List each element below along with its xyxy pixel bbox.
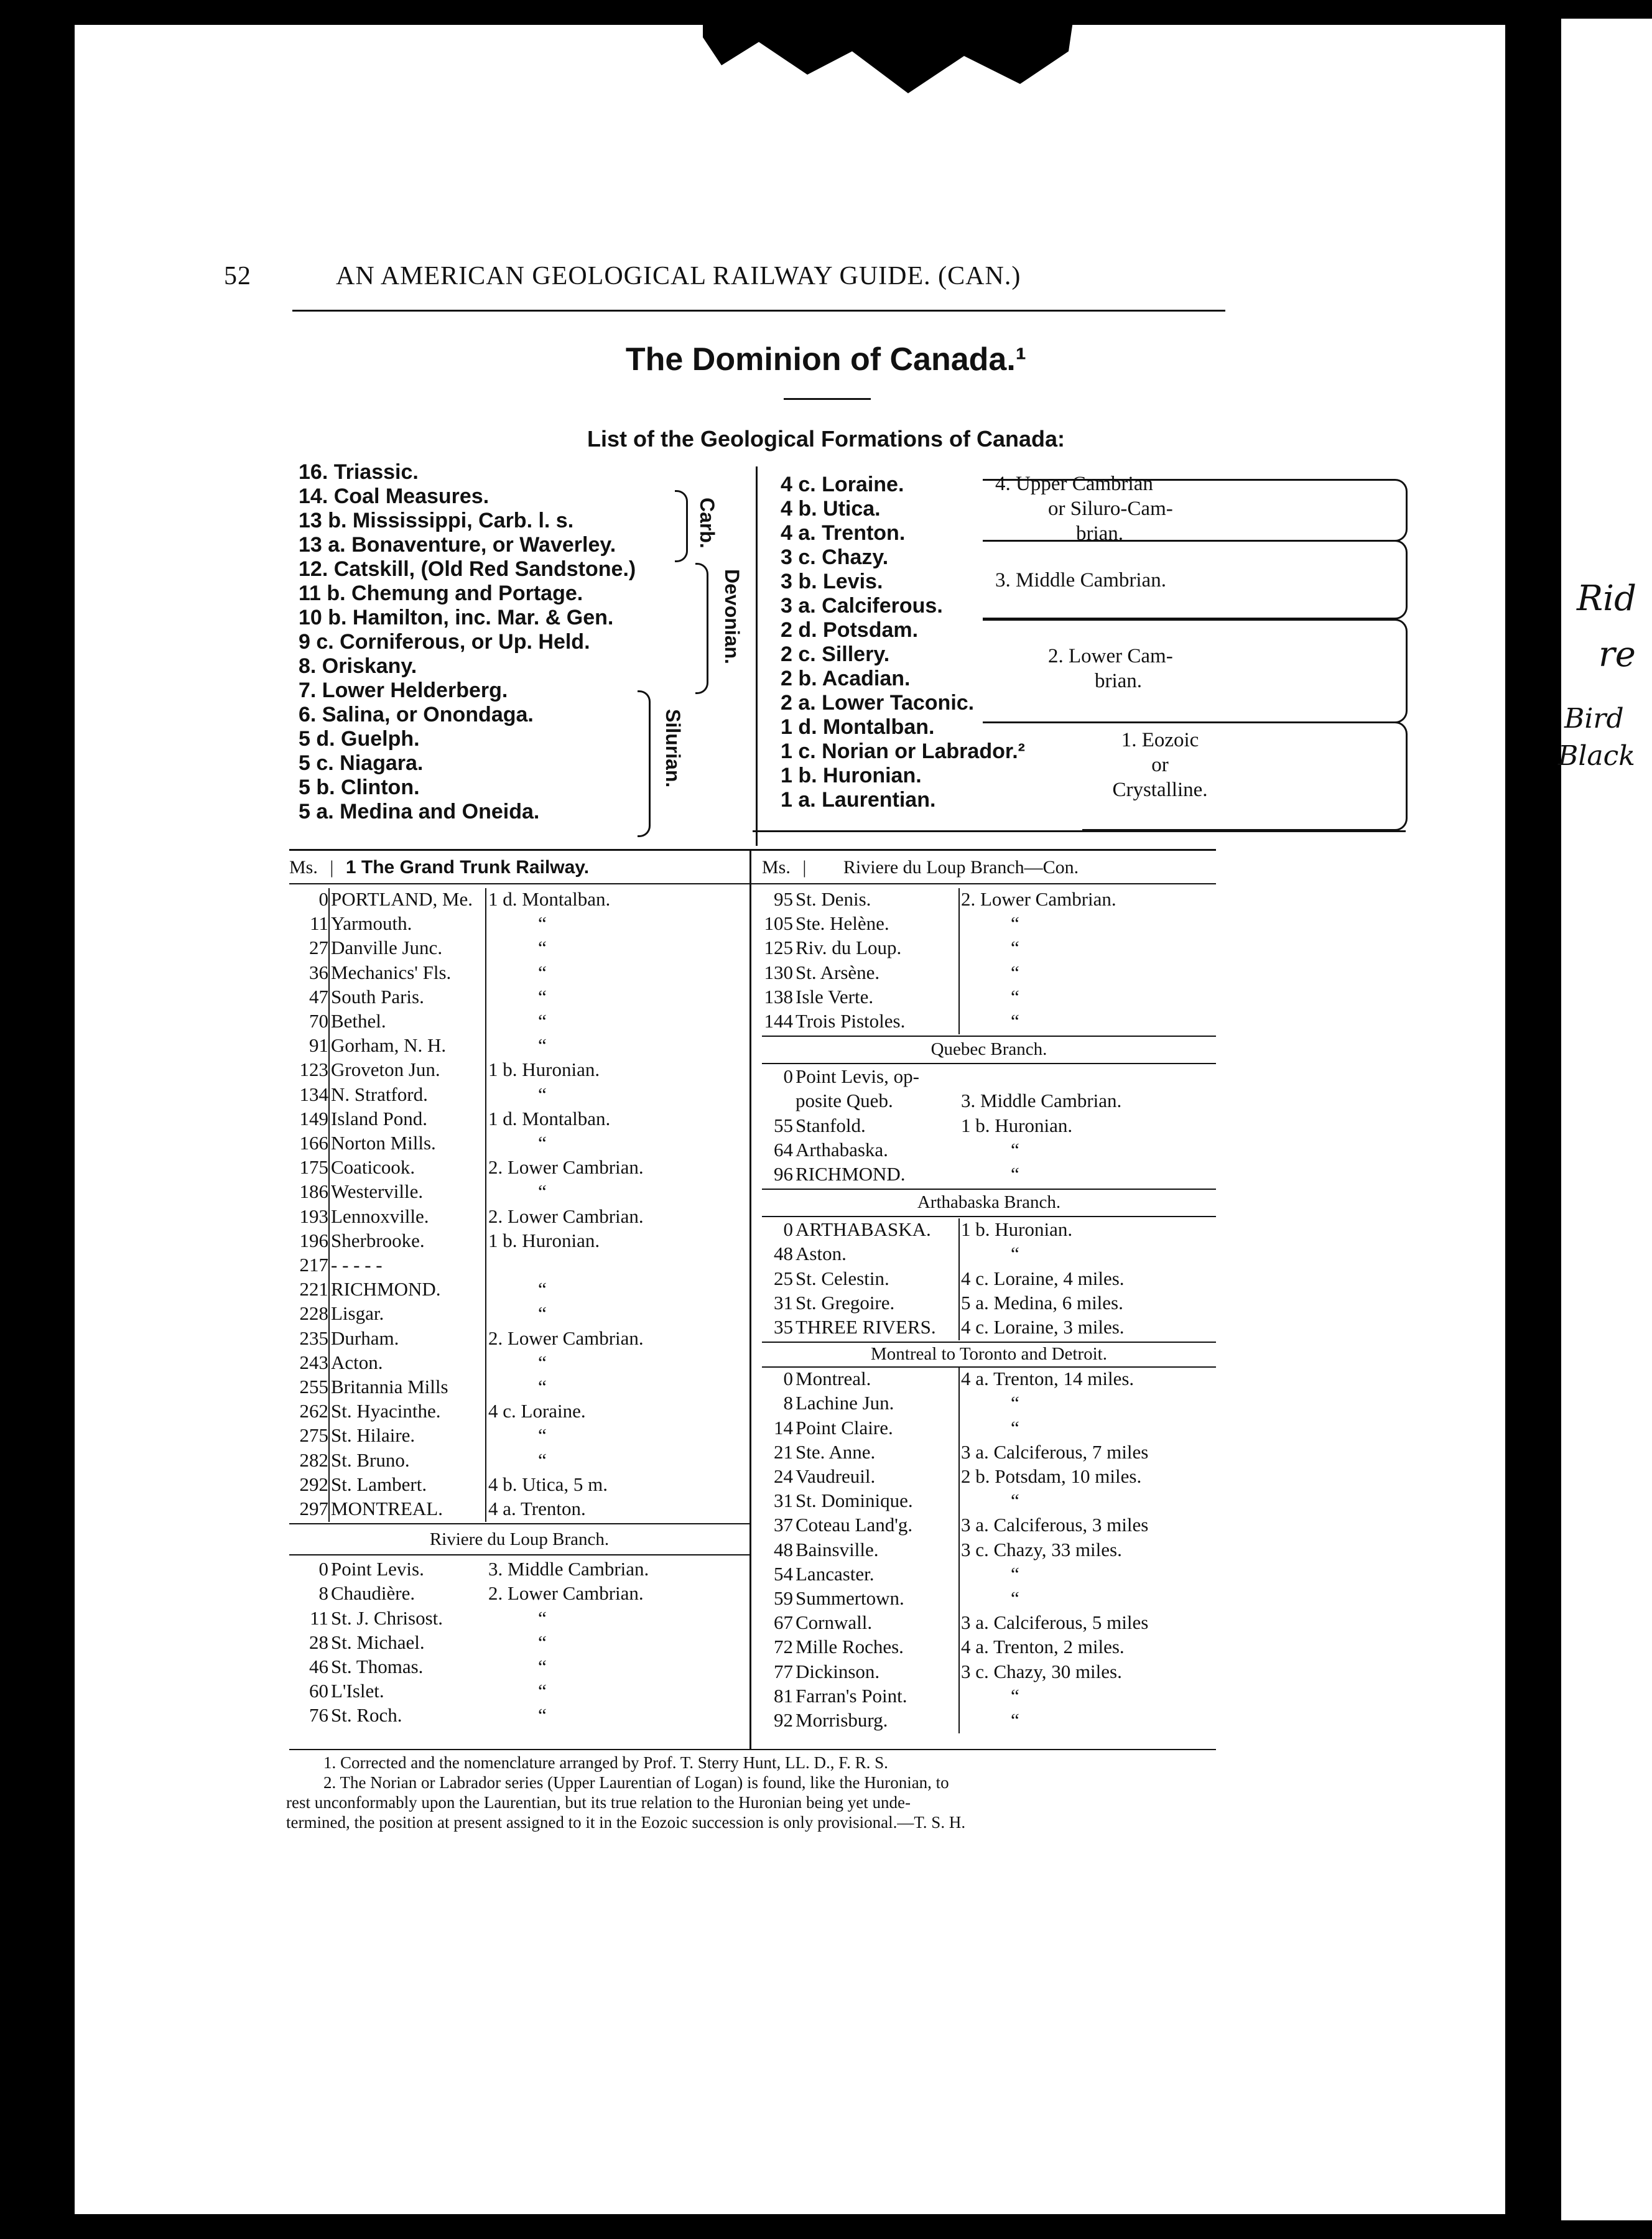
station-name: Britannia Mills	[331, 1376, 448, 1398]
mile-value: 243	[299, 1351, 328, 1373]
mile-value: 8	[318, 1582, 328, 1605]
mile-value: 31	[774, 1490, 793, 1512]
station-name: Farran's Point.	[796, 1684, 907, 1707]
table-top-rule	[289, 849, 1216, 851]
formation-value: “	[1011, 1163, 1019, 1185]
quebec-rule-2	[762, 1063, 1216, 1064]
formation-item: 2 d. Potsdam.	[781, 618, 919, 642]
page-title: The Dominion of Canada.¹	[625, 341, 1027, 378]
station-name: Ste. Anne.	[796, 1440, 876, 1463]
formation-value: “	[1011, 1392, 1019, 1414]
formation-item: 10 b. Hamilton, inc. Mar. & Gen.	[299, 606, 614, 629]
mile-value: 25	[774, 1267, 793, 1289]
formation-value: 1 d. Montalban.	[488, 1107, 611, 1129]
formation-item: 4 b. Utica.	[781, 497, 881, 521]
station-name: Lachine Jun.	[796, 1392, 894, 1414]
mile-value: 292	[299, 1473, 328, 1495]
station-name: Isle Verte.	[796, 985, 874, 1008]
formation-item: 5 c. Niagara.	[299, 751, 424, 775]
station-name: Aston.	[796, 1243, 847, 1265]
formation-value: 4 a. Trenton, 14 miles.	[961, 1368, 1135, 1390]
formation-item: 1 b. Huronian.	[781, 764, 922, 787]
station-name: Cornwall.	[796, 1611, 873, 1634]
mile-value: 138	[764, 985, 793, 1008]
handwriting-4: Black	[1558, 740, 1635, 772]
station-name: Montreal.	[796, 1368, 871, 1390]
station-name: RICHMOND.	[331, 1278, 441, 1300]
formation-value: 4 a. Trenton.	[488, 1498, 586, 1519]
station-name: St. Michael.	[331, 1631, 425, 1653]
station-name: Lancaster.	[796, 1562, 875, 1585]
carb-label: Carb.	[696, 498, 718, 549]
formation-item: 4 a. Trenton.	[781, 521, 906, 545]
formation-item: 6. Salina, or Onondaga.	[299, 703, 534, 726]
formation-item: 2 c. Sillery.	[781, 642, 890, 666]
mile-value: 96	[774, 1163, 793, 1185]
running-title: AN AMERICAN GEOLOGICAL RAILWAY GUIDE. (CAN.)	[336, 262, 1021, 290]
mile-value: 196	[299, 1229, 328, 1251]
mile-value: 297	[299, 1498, 328, 1519]
station-name: Danville Junc.	[331, 937, 443, 959]
mile-value: 81	[774, 1684, 793, 1707]
mile-value: 59	[774, 1587, 793, 1609]
formation-value: “	[538, 1278, 547, 1300]
lower-cambrian-box	[983, 619, 1408, 723]
quebec-branch-title: Quebec Branch.	[930, 1039, 1047, 1060]
formation-value: 3. Middle Cambrian.	[488, 1558, 649, 1580]
station-name: Lisgar.	[331, 1302, 384, 1325]
mile-value: 72	[774, 1636, 793, 1658]
formation-value: “	[1011, 1010, 1019, 1032]
station-name: posite Queb.	[796, 1090, 893, 1112]
station-name: ARTHABASKA.	[796, 1218, 931, 1241]
middle-cambrian-label: 3. Middle Cambrian.	[995, 569, 1166, 591]
formation-value: 3. Middle Cambrian.	[961, 1090, 1122, 1112]
formation-value: “	[538, 1132, 547, 1154]
mile-value: 282	[299, 1449, 328, 1471]
station-name: Acton.	[331, 1351, 383, 1373]
mile-value: 0	[783, 1065, 793, 1088]
formation-value: “	[1011, 961, 1019, 983]
formation-item: 16. Triassic.	[299, 460, 419, 484]
formation-value: 2 b. Potsdam, 10 miles.	[961, 1465, 1142, 1487]
eozoic-label: 1. Eozoic or Crystalline.	[1112, 729, 1208, 801]
formation-value: 1 b. Huronian.	[961, 1114, 1073, 1136]
mile-value: 0	[318, 1558, 328, 1580]
mile-value: 35	[774, 1316, 793, 1338]
station-name: Point Levis.	[331, 1558, 424, 1580]
formation-value: 3 a. Calciferous, 3 miles	[961, 1514, 1149, 1536]
mile-value: 95	[774, 888, 793, 910]
mile-value: 123	[299, 1059, 328, 1081]
right-station-divider-1	[958, 888, 960, 1034]
station-name: Chaudière.	[331, 1582, 415, 1605]
station-name: Lennoxville.	[331, 1205, 429, 1227]
mile-value: 27	[309, 937, 328, 959]
formation-item: 1 a. Laurentian.	[781, 788, 936, 812]
arthabaska-branch-title: Arthabaska Branch.	[917, 1192, 1061, 1213]
mile-value: 8	[783, 1392, 793, 1414]
table-head-rule	[289, 883, 1216, 884]
footnote-2-cont: rest unconformably upon the Laurentian, but its true relation to the Huronian being yet unde-	[286, 1793, 911, 1812]
mile-value: 275	[299, 1424, 328, 1447]
station-name: PORTLAND, Me.	[331, 888, 473, 910]
formation-value: “	[538, 1656, 547, 1677]
formation-item: 2 a. Lower Taconic.	[781, 691, 975, 715]
mile-value: 54	[774, 1562, 793, 1585]
station-name: Stanfold.	[796, 1114, 866, 1136]
formation-value: “	[538, 1680, 547, 1702]
mile-value: 76	[309, 1704, 328, 1727]
station-name: Durham.	[331, 1327, 399, 1349]
mile-value: 11	[310, 912, 328, 935]
mile-value: 130	[764, 961, 793, 983]
mile-value: 166	[299, 1132, 328, 1154]
mile-value: 67	[774, 1611, 793, 1634]
left-branch-title: Riviere du Loup Branch.	[429, 1529, 610, 1550]
formations-left-list	[299, 460, 636, 824]
mile-value: 134	[299, 1083, 328, 1105]
formation-value: 4 c. Loraine, 3 miles.	[961, 1316, 1125, 1338]
formation-value: “	[538, 912, 547, 935]
mile-value: 60	[309, 1680, 328, 1702]
formation-value: “	[538, 961, 547, 983]
station-name: St. Hilaire.	[331, 1424, 415, 1447]
arthabaska-rule	[762, 1189, 1216, 1190]
formations-subtitle: List of the Geological Formations of Canada:	[587, 426, 1065, 452]
formation-item: 11 b. Chemung and Portage.	[299, 582, 583, 605]
formation-value: 3 c. Chazy, 33 miles.	[961, 1538, 1122, 1560]
mile-value: 55	[774, 1114, 793, 1136]
mile-value: 0	[318, 888, 328, 910]
footnote-2: 2. The Norian or Labrador series (Upper Laurentian of Logan) is found, like the Huronian, to	[323, 1773, 949, 1792]
formation-item: 5 a. Medina and Oneida.	[299, 800, 540, 823]
station-name: Summertown.	[796, 1587, 904, 1609]
right-station-divider-2	[958, 1218, 960, 1340]
formation-value: “	[538, 1083, 547, 1105]
left-table-title: 1 The Grand Trunk Railway.	[345, 857, 590, 878]
formation-item: 8. Oriskany.	[299, 654, 417, 678]
station-name: Arthabaska.	[796, 1138, 888, 1161]
footnotes	[286, 1753, 965, 1832]
station-name: Ste. Helène.	[796, 912, 889, 935]
station-name: Island Pond.	[331, 1107, 427, 1129]
lower-cambrian-label: 2. Lower Cam- brian.	[1048, 645, 1173, 692]
formation-value: “	[1011, 1684, 1019, 1707]
mile-value: 0	[783, 1218, 793, 1241]
formation-value: “	[538, 1180, 547, 1203]
station-name: St. Dominique.	[796, 1490, 913, 1512]
formation-value: “	[538, 1010, 547, 1032]
formation-value: “	[1011, 912, 1019, 935]
station-name: St. Lambert.	[331, 1473, 427, 1495]
mile-value: 186	[299, 1180, 328, 1203]
formations-divider	[756, 466, 758, 846]
silurian-label: Silurian.	[662, 709, 684, 788]
station-name: St. Hyacinthe.	[331, 1400, 441, 1422]
formation-item: 5 d. Guelph.	[299, 727, 420, 751]
station-name: Mille Roches.	[796, 1636, 904, 1658]
formation-item: 13 a. Bonaventure, or Waverley.	[299, 533, 616, 557]
formation-value: “	[538, 1376, 547, 1398]
formation-item: 2 b. Acadian.	[781, 667, 911, 690]
formation-value: “	[538, 1606, 547, 1629]
mile-value: 193	[299, 1205, 328, 1227]
formation-value: “	[538, 1449, 547, 1471]
mile-value: 46	[309, 1656, 328, 1677]
mile-value: 24	[774, 1465, 793, 1487]
formation-value: “	[538, 1424, 547, 1447]
station-name: St. J. Chrisost.	[331, 1606, 443, 1629]
right-station-divider-3	[958, 1368, 960, 1733]
handwriting-1: Rid	[1577, 578, 1636, 619]
formation-item: 9 c. Corniferous, or Up. Held.	[299, 630, 590, 654]
formation-value: “	[1011, 1587, 1019, 1609]
station-name: Trois Pistoles.	[796, 1010, 906, 1032]
mile-value: 262	[299, 1400, 328, 1422]
station-name: Point Claire.	[796, 1416, 893, 1439]
devonian-brace	[695, 563, 708, 694]
mile-value: 228	[299, 1302, 328, 1325]
mile-value: 64	[774, 1138, 793, 1161]
right-table-title: Riviere du Loup Branch—Con.	[843, 857, 1079, 878]
mile-value: 91	[309, 1034, 328, 1057]
station-name: Coteau Land'g.	[796, 1514, 913, 1536]
station-name: Riv. du Loup.	[796, 937, 902, 959]
station-name: Gorham, N. H.	[331, 1034, 447, 1057]
mile-value: 48	[774, 1538, 793, 1560]
station-name: Bainsville.	[796, 1538, 879, 1560]
mile-value: 217	[299, 1254, 328, 1276]
mile-value: 28	[309, 1631, 328, 1653]
formation-value: “	[538, 985, 547, 1008]
right-table-head: Ms. | Riviere du Loup Branch—Con.	[762, 857, 1079, 878]
mile-value: 235	[299, 1327, 328, 1349]
station-name: Bethel.	[331, 1010, 386, 1032]
station-name: Norton Mills.	[331, 1132, 436, 1154]
formation-value: “	[1011, 1709, 1019, 1731]
formation-value: “	[538, 1351, 547, 1373]
station-name: MONTREAL.	[331, 1498, 443, 1519]
formation-value: 2. Lower Cambrian.	[488, 1327, 644, 1349]
formation-value: 2. Lower Cambrian.	[961, 888, 1116, 910]
station-name: Mechanics' Fls.	[331, 961, 452, 983]
station-name: South Paris.	[331, 985, 424, 1008]
mile-value: 105	[764, 912, 793, 935]
mile-value: 125	[764, 937, 793, 959]
mile-value: 70	[309, 1010, 328, 1032]
formation-value: “	[1011, 985, 1019, 1008]
formation-item: 3 a. Calciferous.	[781, 594, 943, 618]
formation-value: 5 a. Medina, 6 miles.	[961, 1291, 1123, 1314]
station-name: St. Roch.	[331, 1704, 402, 1727]
station-name: St. Gregoire.	[796, 1291, 895, 1314]
station-name: St. Arsène.	[796, 961, 880, 983]
arthabaska-rule-2	[762, 1216, 1216, 1217]
mile-value: 21	[774, 1440, 793, 1463]
left-station-divider	[328, 888, 330, 1522]
formation-item: 7. Lower Helderberg.	[299, 679, 508, 702]
formation-value: 4 c. Loraine.	[488, 1400, 586, 1422]
mile-value: 36	[309, 961, 328, 983]
station-name: Groveton Jun.	[331, 1059, 440, 1081]
station-name: Westerville.	[331, 1180, 424, 1203]
formation-value: 4 b. Utica, 5 m.	[488, 1473, 608, 1495]
mile-value: 14	[774, 1416, 793, 1439]
formation-item: 5 b. Clinton.	[299, 776, 420, 799]
formation-value: 4 a. Trenton, 2 miles.	[961, 1636, 1125, 1658]
quebec-rule	[762, 1036, 1216, 1037]
station-name: - - - - -	[331, 1254, 383, 1276]
formation-value: “	[1011, 937, 1019, 959]
formation-item: 3 b. Levis.	[781, 570, 883, 593]
station-name: Sherbrooke.	[331, 1229, 425, 1251]
handwriting-2: re	[1599, 634, 1636, 675]
mile-value: 92	[774, 1709, 793, 1731]
left-formation-divider	[485, 888, 486, 1522]
mile-value: 77	[774, 1660, 793, 1682]
station-name: Yarmouth.	[331, 912, 412, 935]
formation-value: “	[538, 937, 547, 959]
mile-value: 48	[774, 1243, 793, 1265]
station-name: Coaticook.	[331, 1156, 415, 1179]
formation-item: 4 c. Loraine.	[781, 473, 904, 496]
station-name: Point Levis, op-	[796, 1065, 919, 1088]
formation-value: “	[1011, 1416, 1019, 1439]
handwriting-3: Bird	[1564, 703, 1624, 735]
station-name: Dickinson.	[796, 1660, 880, 1682]
formation-value: 1 d. Montalban.	[488, 888, 611, 910]
formation-value: 1 b. Huronian.	[961, 1218, 1073, 1241]
station-name: N. Stratford.	[331, 1083, 428, 1105]
footnote-1: 1. Corrected and the nomenclature arranged by Prof. T. Sterry Hunt, LL. D., F. R. S.	[323, 1753, 888, 1772]
formation-value: “	[1011, 1490, 1019, 1512]
footnote-2-end: termined, the position at present assigned to it in the Eozoic succession is only provisional.—T. S. H.	[286, 1813, 966, 1832]
left-branch-rule	[289, 1523, 749, 1524]
formation-value: 1 b. Huronian.	[488, 1059, 600, 1081]
silurian-brace	[638, 690, 651, 837]
mile-value: 0	[783, 1368, 793, 1390]
station-name: L'Islet.	[331, 1680, 384, 1702]
mile-value: 37	[774, 1514, 793, 1536]
mile-value: 47	[309, 985, 328, 1008]
montreal-rule	[762, 1342, 1216, 1343]
formation-item: 12. Catskill, (Old Red Sandstone.)	[299, 557, 636, 581]
formation-value: 4 c. Loraine, 4 miles.	[961, 1267, 1125, 1289]
formation-item: 13 b. Mississippi, Carb. l. s.	[299, 509, 574, 532]
formation-value: “	[538, 1302, 547, 1325]
page-number: 52	[224, 262, 251, 290]
montreal-branch-title: Montreal to Toronto and Detroit.	[870, 1344, 1107, 1365]
formation-value: 3 a. Calciferous, 7 miles	[961, 1440, 1149, 1463]
left-ms-label: Ms.	[289, 857, 318, 878]
formation-value: 3 c. Chazy, 30 miles.	[961, 1660, 1122, 1682]
right-ms-label: Ms.	[762, 857, 791, 878]
mile-value: 31	[774, 1291, 793, 1314]
formation-value: “	[538, 1631, 547, 1653]
title-rule	[784, 398, 871, 400]
left-table-head: Ms. | 1 The Grand Trunk Railway.	[289, 857, 590, 878]
station-name: St. Bruno.	[331, 1449, 410, 1471]
upper-cambrian-label: 4. Upper Cambrian or Siluro-Cam- brian.	[995, 473, 1173, 545]
mile-value: 221	[299, 1278, 328, 1300]
formation-item: 3 c. Chazy.	[781, 545, 889, 569]
carb-brace	[675, 490, 688, 562]
footnote-rule	[289, 1749, 1216, 1750]
formation-value: 3 a. Calciferous, 5 miles	[961, 1611, 1149, 1634]
station-name: St. Celestin.	[796, 1267, 889, 1289]
formation-value: 2. Lower Cambrian.	[488, 1156, 644, 1179]
formation-value: “	[538, 1034, 547, 1057]
formation-value: “	[1011, 1562, 1019, 1585]
formation-item: 1 c. Norian or Labrador.²	[781, 739, 1025, 763]
devonian-label: Devonian.	[721, 569, 743, 664]
mile-value: 11	[310, 1606, 328, 1629]
formation-value: “	[1011, 1243, 1019, 1265]
station-name: RICHMOND.	[796, 1163, 906, 1185]
header-rule	[292, 310, 1225, 312]
formations-bottom-rule	[753, 830, 1406, 832]
station-name: THREE RIVERS.	[796, 1316, 936, 1338]
mile-value: 175	[299, 1156, 328, 1179]
station-name: St. Denis.	[796, 888, 871, 910]
formation-value: 1 b. Huronian.	[488, 1229, 600, 1251]
formation-value: “	[538, 1704, 547, 1727]
formation-item: 1 d. Montalban.	[781, 715, 935, 739]
mile-value: 149	[299, 1107, 328, 1129]
station-name: Vaudreuil.	[796, 1465, 876, 1487]
mile-value: 255	[299, 1376, 328, 1398]
formation-item: 14. Coal Measures.	[299, 484, 490, 508]
formation-value: “	[1011, 1138, 1019, 1161]
station-name: St. Thomas.	[331, 1656, 424, 1677]
mile-value: 144	[764, 1010, 793, 1032]
station-name: Morrisburg.	[796, 1709, 888, 1731]
left-branch-rule-2	[289, 1554, 749, 1555]
formation-value: 2. Lower Cambrian.	[488, 1582, 644, 1605]
formation-value: 2. Lower Cambrian.	[488, 1205, 644, 1227]
